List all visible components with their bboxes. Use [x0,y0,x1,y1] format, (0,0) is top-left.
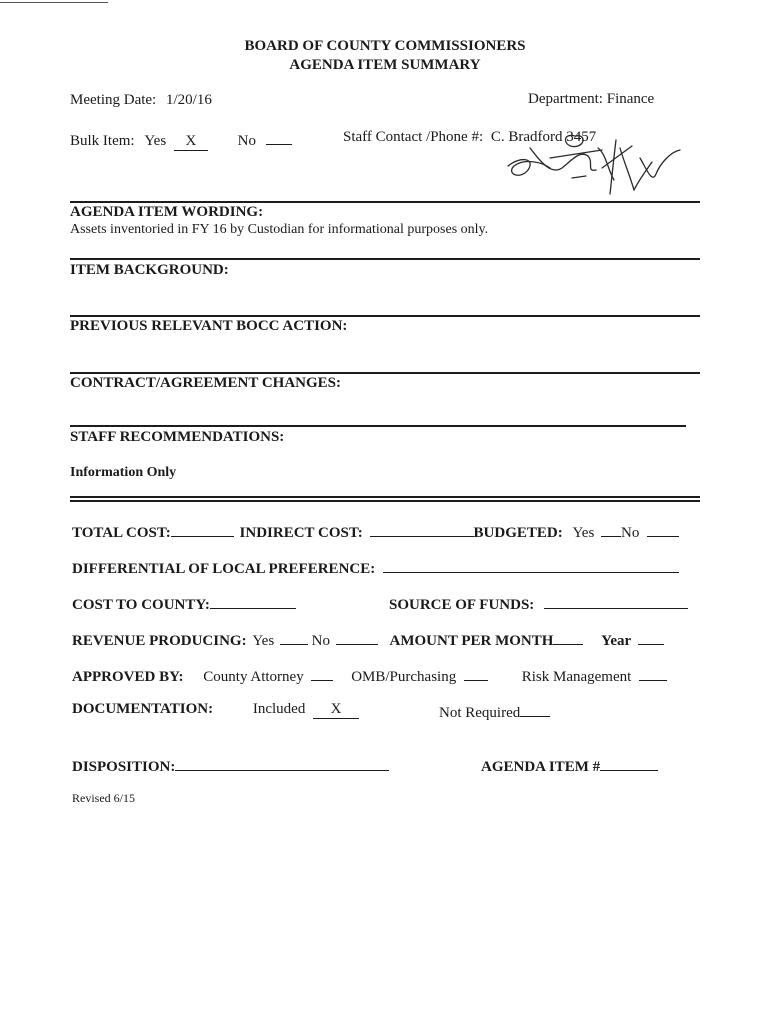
meeting-date [70,92,212,109]
staff-contact-label: Staff Contact /Phone #: [343,129,484,145]
documentation-not-required-field[interactable] [520,701,550,717]
amount-per-month-field[interactable] [553,629,583,645]
revenue-yes-label: Yes [252,633,275,649]
item-background-label: ITEM BACKGROUND: [70,262,229,278]
differential-label: DIFFERENTIAL OF LOCAL PREFERENCE: [72,561,376,577]
year-label: Year [601,633,632,649]
previous-bocc-action-label: PREVIOUS RELEVANT BOCC ACTION: [70,318,348,334]
budgeted-yes-field[interactable] [601,521,621,537]
revenue-yes-field[interactable] [280,629,308,645]
year-field[interactable] [638,629,664,645]
budgeted-yes-label: Yes [572,525,595,541]
disposition-label: DISPOSITION: [72,759,176,775]
section-rule-wording [70,201,700,203]
approved-risk-field[interactable] [639,665,667,681]
budgeted-no-field[interactable] [647,521,679,537]
source-of-funds-row [389,593,688,614]
approved-county-attorney-label: County Attorney [203,669,304,685]
section-rule-contract [70,372,700,374]
section-rule-background [70,258,700,260]
approved-omb-field[interactable] [464,665,488,681]
indirect-cost-label: INDIRECT COST: [239,525,363,541]
approved-risk-label: Risk Management [521,669,632,685]
bulk-item-no-label: No [237,133,256,149]
documentation-not-required [439,701,550,722]
approved-omb-label: OMB/Purchasing [351,669,457,685]
disposition-field[interactable] [175,755,389,771]
source-of-funds-field[interactable] [544,593,688,609]
agenda-item-number-label: AGENDA ITEM # [481,759,601,775]
bulk-item-no-field[interactable] [266,129,292,145]
revenue-no-field[interactable] [336,629,378,645]
bulk-item-label: Bulk Item: [70,133,135,149]
contract-agreement-changes-label: CONTRACT/AGREEMENT CHANGES: [70,375,342,391]
approved-by-row [72,665,667,686]
form-title-line2: AGENDA ITEM SUMMARY [289,57,481,73]
agenda-item-number-field[interactable] [600,755,658,771]
section-rule-costs-bottom [70,500,700,502]
agenda-item-wording-text: Assets inventoried in FY 16 by Custodian for informational purposes only. [70,222,489,237]
bulk-item-yes-field[interactable]: X [174,133,208,151]
meeting-date-label: Meeting Date: [70,92,157,108]
staff-recommendations-text: Information Only [70,465,177,480]
source-of-funds-label: SOURCE OF FUNDS: [389,597,535,613]
revised-note: Revised 6/15 [72,791,135,805]
cost-to-county-label: COST TO COUNTY: [72,597,210,613]
bulk-item-yes-label: Yes [144,133,167,149]
department-value: Finance [606,91,655,107]
section-rule-previous [70,315,700,317]
approved-by-label: APPROVED BY: [72,669,184,685]
approved-county-attorney-field[interactable] [311,665,333,681]
revenue-row [72,629,664,650]
form-title-line1: BOARD OF COUNTY COMMISSIONERS [244,38,526,54]
staff-recommendations-label: STAFF RECOMMENDATIONS: [70,429,285,445]
disposition-row [72,755,389,776]
section-rule-costs-top [70,496,700,498]
department-label: Department: [528,91,603,107]
total-cost-row [72,521,679,542]
total-cost-label: TOTAL COST: [72,525,171,541]
bulk-item [70,129,292,151]
differential-field[interactable] [383,557,679,573]
cost-to-county-row [72,593,296,614]
section-rule-staff [70,425,686,427]
cost-to-county-field[interactable] [210,593,296,609]
revenue-producing-label: REVENUE PRODUCING: [72,633,247,649]
budgeted-label: BUDGETED: [473,525,563,541]
agenda-item-wording-label: AGENDA ITEM WORDING: [70,204,264,220]
staff-contact-value: C. Bradford 3457 [490,129,597,145]
indirect-cost-field[interactable] [370,521,474,537]
department [528,91,654,108]
documentation-not-required-label: Not Required [439,705,521,721]
agenda-item-number-row [481,755,658,776]
differential-row [72,557,679,578]
revenue-no-label: No [311,633,331,649]
documentation-included-label: Included [252,701,306,717]
documentation-included-field[interactable]: X [313,701,359,719]
scan-edge-mark [0,2,108,3]
signature-icon [490,128,690,203]
amount-per-month-label: AMOUNT PER MONTH [389,633,554,649]
budgeted-no-label: No [621,525,640,541]
documentation-label: DOCUMENTATION: [72,701,214,717]
documentation-row [72,701,359,719]
total-cost-field[interactable] [171,521,234,537]
meeting-date-value: 1/20/16 [165,92,212,108]
